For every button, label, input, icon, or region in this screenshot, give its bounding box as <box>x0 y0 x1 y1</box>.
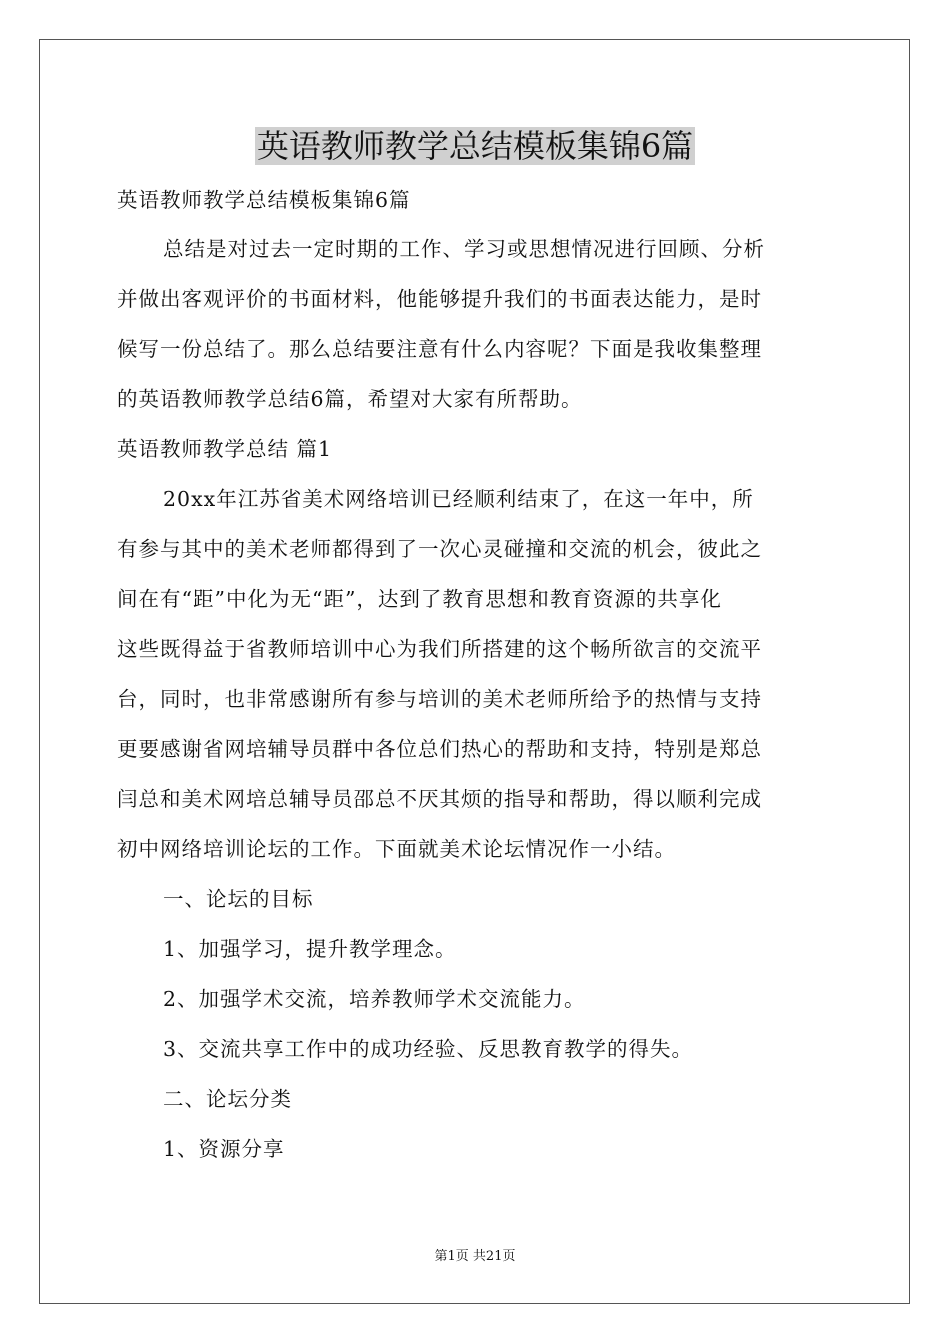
body-line-3: 间在有“距”中化为无“距”，达到了教育思想和教育资源的共享化 <box>117 587 722 611</box>
list-item: 3、交流共享工作中的成功经验、反思教育教学的得失。 <box>163 1037 694 1061</box>
intro-line-1: 总结是对过去一定时期的工作、学习或思想情况进行回顾、分析 <box>163 237 765 261</box>
body-line-2: 有参与其中的美术老师都得到了一次心灵碰撞和交流的机会，彼此之 <box>117 537 762 561</box>
page-footer: 第1页 共21页 <box>434 1249 516 1264</box>
body-line-6: 更要感谢省网培辅导员群中各位总们热心的帮助和支持，特别是郑总 <box>117 737 762 761</box>
list-item: 1、加强学习，提升教学理念。 <box>163 937 457 961</box>
body-line-1: 20xx年江苏省美术网络培训已经顺利结束了，在这一年中，所 <box>163 487 754 511</box>
document-subtitle: 英语教师教学总结模板集锦6篇 <box>117 188 411 212</box>
document-title-text: 英语教师教学总结模板集锦6篇 <box>256 127 694 165</box>
body-line-8: 初中网络培训论坛的工作。下面就美术论坛情况作一小结。 <box>117 837 676 861</box>
list-item: 一、论坛的目标 <box>163 887 314 911</box>
body-line-4: 这些既得益于省教师培训中心为我们所搭建的这个畅所欲言的交流平 <box>117 637 762 661</box>
intro-line-3: 候写一份总结了。那么总结要注意有什么内容呢？下面是我收集整理 <box>117 337 762 361</box>
list-item: 1、资源分享 <box>163 1137 285 1161</box>
body-line-7: 闫总和美术网培总辅导员邵总不厌其烦的指导和帮助，得以顺利完成 <box>117 787 762 811</box>
body-line-5: 台，同时，也非常感谢所有参与培训的美术老师所给予的热情与支持 <box>117 687 762 711</box>
section-heading: 英语教师教学总结 篇1 <box>117 437 333 461</box>
document-title <box>0 124 950 168</box>
intro-line-4: 的英语教师教学总结6篇，希望对大家有所帮助。 <box>117 387 583 411</box>
list-item: 2、加强学术交流，培养教师学术交流能力。 <box>163 987 586 1011</box>
list-item: 二、论坛分类 <box>163 1087 292 1111</box>
page-border <box>39 39 910 1304</box>
intro-line-2: 并做出客观评价的书面材料，他能够提升我们的书面表达能力，是时 <box>117 287 762 311</box>
